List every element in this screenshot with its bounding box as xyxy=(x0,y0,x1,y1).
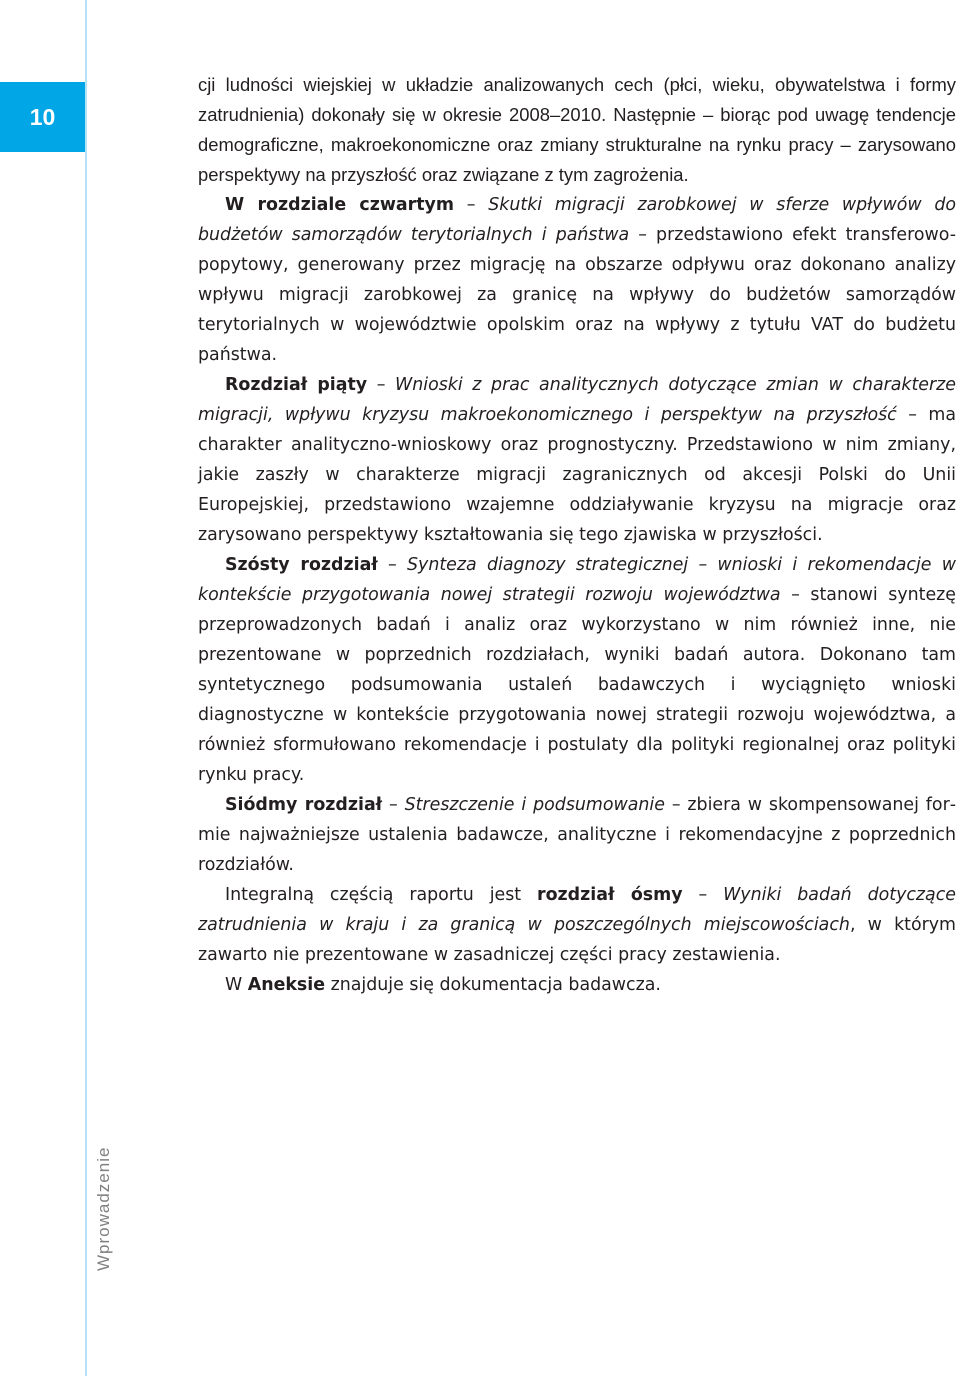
chapter-six-title: Synteza diagnozy strategicznej – wnioski i rekomendacje w kontekście przygotowania nowej strategii rozwoju województwa xyxy=(198,555,956,605)
chapter-four-title: Skutki migracji zarobkowej w sferze wpływów do budżetów samorządów terytorialnych i państwa xyxy=(198,195,956,245)
dash: – xyxy=(377,555,408,575)
chapter-eight-lead: Integralną częścią raportu jest xyxy=(225,885,538,905)
dash: – xyxy=(682,885,724,905)
paragraph-chapter-four xyxy=(198,190,956,370)
chapter-eight-title: Wyniki badań dotyczące zatrudnienia w kraju i za granicą w poszczególnych miejscowościach xyxy=(198,885,956,935)
paragraph-chapter-seven xyxy=(198,790,956,880)
chapter-five-description: – ma charakter analityczno-wnioskowy oraz prognostyczny. Przedstawiono w nim zmiany, jakie zaszły w charakterze migracji zagranicznych od akcesji Polski do Unii Europejskiej, przedstawiono wzajemne oddziaływanie kryzysu na migracje oraz zarysowano perspektywy kształtowania się tego zjawiska w przyszłości. xyxy=(198,405,956,545)
dash: – xyxy=(454,195,489,215)
chapter-eight-heading: rozdział ósmy xyxy=(537,885,683,905)
page-number xyxy=(0,82,85,152)
chapter-eight-description: , w którym zawarto nie prezentowane w zasadniczej części pracy zestawienia. xyxy=(198,915,956,965)
paragraph-chapter-eight xyxy=(198,880,956,970)
chapter-seven-description: – zbiera w skompensowanej formie najważniejsze ustalenia badawcze, analityczne i rekomendacyjne z poprzednich rozdziałów. xyxy=(198,795,957,875)
paragraph-chapter-five xyxy=(198,370,956,550)
margin-rule xyxy=(85,0,87,1376)
paragraph-continuation: cji ludności wiejskiej w układzie analizowanych cech (płci, wieku, obywatelstwa i formy zatrudnienia) dokonały się w okresie 2008–2010. Następnie – biorąc pod uwagę tendencje demograficzne, makroekonomiczne oraz zmiany strukturalne na rynku pracy – zarysowano perspektywy na przyszłość oraz związane z tym zagrożenia. xyxy=(198,74,956,185)
annex-description: znajduje się dokumentacja badawcza. xyxy=(325,975,661,995)
chapter-six-heading: Szósty rozdział xyxy=(225,555,378,575)
page-number-text: 10 xyxy=(29,103,56,130)
chapter-six-description: – stanowi syntezę przeprowadzonych badań i analiz oraz wykorzystano w nim również inne, nie prezentowane w poprzednich rozdziałach, wyniki badań autora. Dokonano tam syntetycznego podsumowania ustaleń badawczych i wyciągnięto wnioski diagnostyczne w kontekście przygotowania nowej strategii rozwoju województwa, a również sformułowano rekomendacje i postulaty dla polityki regionalnej oraz polityki rynku pracy. xyxy=(198,585,956,785)
annex-heading: Aneksie xyxy=(247,975,326,995)
chapter-five-title: Wnioski z prac analitycznych dotyczące zmian w charakterze migracji, wpływu kryzysu makroekonomicznego i perspektyw na przyszłość xyxy=(198,375,956,425)
paragraph-chapter-six xyxy=(198,550,956,790)
section-side-label: Wprowadzenie xyxy=(94,1146,113,1271)
dash: – xyxy=(382,795,405,815)
chapter-four-description: – przedstawiono efekt transferowo-popytowy, generowany przez migrację na obszarze odpływu oraz dokonano analizy wpływu migracji zarobkowej za granicę na wpływy do budżetów samorządów terytorialnych w województwie opolskim oraz na wpływy z tytułu VAT do budżetu państwa. xyxy=(198,225,956,365)
chapter-seven-title: Streszczenie i podsumowanie xyxy=(404,795,665,815)
body-text xyxy=(198,70,956,1000)
chapter-four-heading: W rozdziale czwartym xyxy=(225,195,455,215)
paragraph-annex xyxy=(198,970,956,1000)
dash: – xyxy=(367,375,396,395)
annex-lead: W xyxy=(225,975,248,995)
chapter-seven-heading: Siódmy rozdział xyxy=(225,795,383,815)
chapter-five-heading: Rozdział piąty xyxy=(225,375,368,395)
